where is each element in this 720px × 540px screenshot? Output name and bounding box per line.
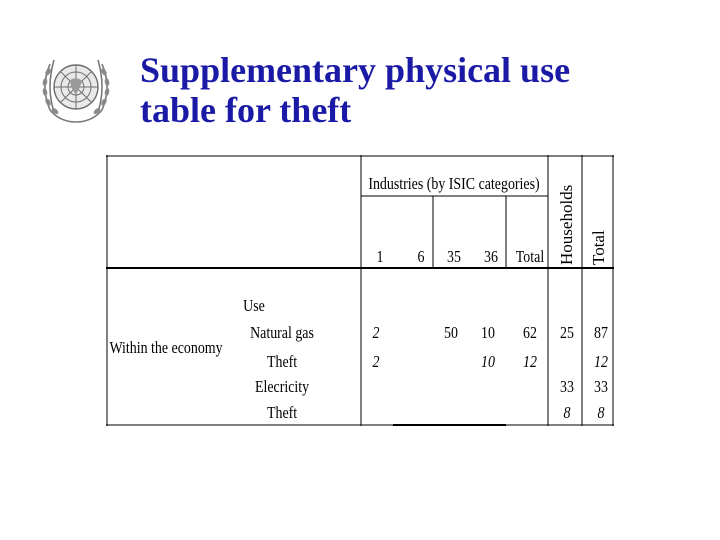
table-grid-lines xyxy=(106,155,614,426)
table-cell: 25 xyxy=(560,323,574,343)
industries-header: Industries (by ISIC categories) xyxy=(368,174,540,194)
column-header-industries-total: Total xyxy=(515,247,545,267)
column-header-isic-6: 6 xyxy=(417,247,425,267)
column-header-isic-35: 35 xyxy=(447,247,461,267)
table-cell: 2 xyxy=(372,352,380,372)
table-cell: 8 xyxy=(597,403,605,423)
row-label-electricity: Elecricity xyxy=(254,377,310,397)
row-group-label: Within the economy xyxy=(109,338,223,358)
table-cell: 2 xyxy=(372,323,380,343)
table-cell: 33 xyxy=(594,377,608,397)
slide-title-line-2: table for theft xyxy=(140,90,352,130)
table-cell: 33 xyxy=(560,377,574,397)
row-label-theft: Theft xyxy=(266,352,298,372)
use-label: Use xyxy=(243,296,265,316)
table-cell: 12 xyxy=(594,352,608,372)
table-cell: 87 xyxy=(594,323,608,343)
row-label-theft-electricity: Theft xyxy=(266,403,298,423)
table-cell: 62 xyxy=(523,323,537,343)
slide-title-line-1: Supplementary physical use xyxy=(140,50,571,90)
slide-title xyxy=(140,50,700,130)
table-cell: 10 xyxy=(481,323,495,343)
table-cell: 50 xyxy=(444,323,458,343)
supply-use-table xyxy=(106,155,614,426)
column-header-isic-36: 36 xyxy=(484,247,498,267)
table-cell: 10 xyxy=(481,352,495,372)
households-header: Households xyxy=(557,184,576,265)
total-header: Total xyxy=(589,230,608,265)
table-cell: 8 xyxy=(563,403,571,423)
column-header-isic-1: 1 xyxy=(376,247,384,267)
table-cell: 12 xyxy=(523,352,537,372)
row-label-natural-gas: Natural gas xyxy=(250,323,314,343)
un-emblem-icon xyxy=(36,50,116,124)
